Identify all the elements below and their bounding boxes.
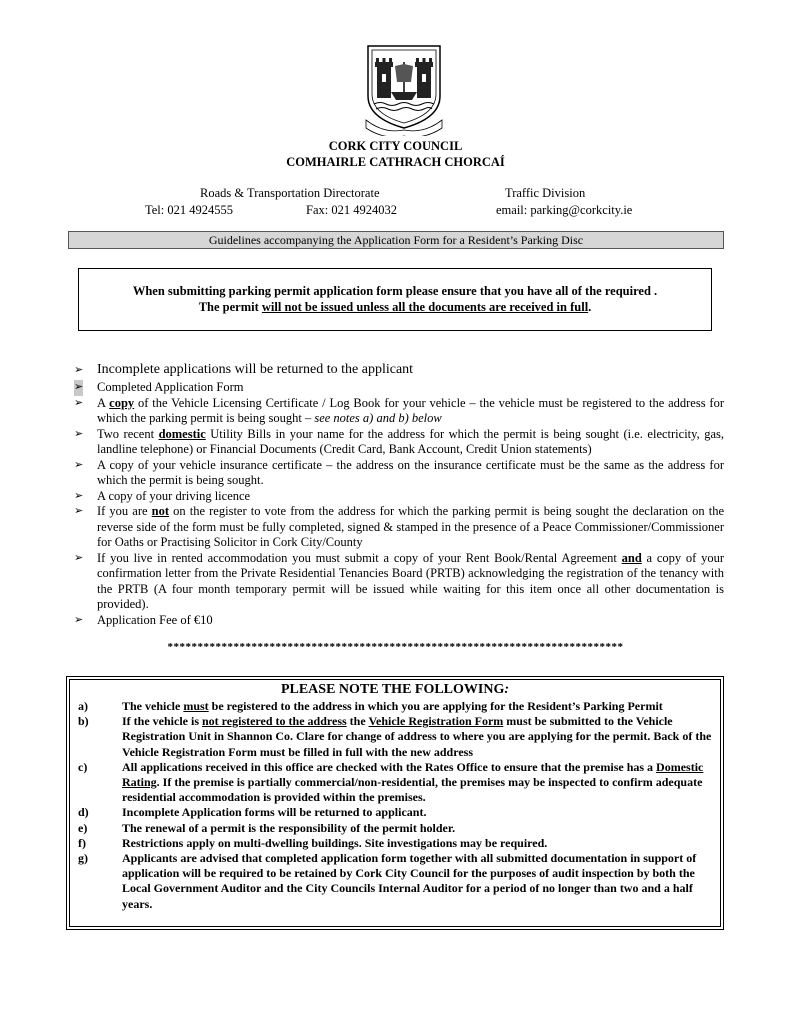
list-item: ➢ Incomplete applications will be returned to the applicant bbox=[74, 362, 414, 377]
telephone-number: Tel: 021 4924555 bbox=[145, 203, 234, 217]
submission-notice-box bbox=[78, 268, 712, 331]
notice-line-2: The permit will not be issued unless all the documents are received in full. bbox=[198, 300, 592, 314]
note-item-a: a) The vehicle must be registered to the address in which you are applying for the Resident’s Parking Permit bbox=[78, 699, 663, 713]
arrow-bullet-icon: ➢ bbox=[74, 427, 84, 440]
please-note-inner-frame bbox=[69, 679, 721, 927]
division-label: Traffic Division bbox=[505, 186, 586, 200]
fax-number: Fax: 021 4924032 bbox=[306, 203, 397, 217]
arrow-bullet-icon: ➢ bbox=[74, 458, 84, 471]
note-item-c: c) All applications received in this office are checked with the Rates Office to ensure that the premise has a Domestic Rating. If the premise is partially commercial/non-residential, the premises may be inspected to confirm adequate residential accommodation is provided within the premises. bbox=[78, 759, 704, 805]
arrow-bullet-icon: ➢ bbox=[74, 505, 84, 517]
list-item: ➢ Application Fee of €10 bbox=[74, 612, 213, 627]
list-item: ➢ A copy of your vehicle insurance certificate – the address on the insurance certificate must be the same as the address for which the permit is being sought. bbox=[74, 457, 724, 487]
notes-list bbox=[78, 699, 712, 912]
note-item-g: g) Applicants are advised that completed application form together with all submitted documentation in support of application will be required to be retained by Cork City Council for the purposes of audit inspection by both the Local Government Auditor and the City Councils Internal Auditor for a period of no longer than two and a half years. bbox=[78, 851, 697, 911]
council-name-irish: COMHAIRLE CATHRACH CHORCAÍ bbox=[286, 155, 505, 169]
notice-line-1: When submitting parking permit application form please ensure that you have all of the required . bbox=[132, 284, 658, 298]
please-note-title: PLEASE NOTE THE FOLLOWING: bbox=[280, 682, 510, 697]
list-item: ➢ A copy of the Vehicle Licensing Certificate / Log Book for your vehicle – the vehicle must be registered to the address for which the parking permit is being sought – see notes a) and b) below bbox=[74, 395, 724, 425]
arrow-bullet-icon: ➢ bbox=[74, 489, 84, 502]
arrow-bullet-icon: ➢ bbox=[74, 613, 84, 626]
list-item: ➢ If you are not on the register to vote from the address for which the parking permit is being sought the declaration on the reverse side of the form must be fully completed, signed & stamped in the presence of a Peace Commissioner/Commissioner for Oaths or Practising Solicitor in Cork City/County bbox=[74, 504, 724, 549]
council-name-english: CORK CITY COUNCIL bbox=[328, 139, 463, 153]
arrow-bullet-icon: ➢ bbox=[74, 380, 83, 396]
asterisk-separator: **************************************************************************** bbox=[167, 641, 624, 653]
arrow-bullet-icon: ➢ bbox=[74, 551, 84, 564]
guidelines-title-bar: Guidelines accompanying the Application Form for a Resident’s Parking Disc bbox=[68, 231, 724, 249]
council-crest-logo bbox=[364, 44, 444, 136]
note-item-e: e) The renewal of a permit is the responsibility of the permit holder. bbox=[78, 820, 456, 835]
list-item: ➢ Two recent domestic Utility Bills in your name for the address for which the permit is being sought (i.e. electricity, gas, landline telephone) or Financial Documents (Credit Card, Bank Account, Credit Union statements) bbox=[74, 426, 724, 456]
list-item: ➢ If you live in rented accommodation you must submit a copy of your Rent Book/Rental Agreement and a copy of your confirmation letter from the Private Residential Tenancies Board (PRTB) acknowledging the registration of the tenancy with the PRTB (A four month temporary permit will be issued while waiting for this item once all other documentation is provided). bbox=[74, 550, 724, 611]
arrow-bullet-icon: ➢ bbox=[74, 396, 84, 409]
note-item-b: b) If the vehicle is not registered to the address the Vehicle Registration Form must be submitted to the Vehicle Registration Unit in Shannon Co. Clare for change of address to where you are applying for the permit. Back of the Vehicle Registration Form must be filled in full with the new address bbox=[78, 714, 712, 759]
directorate-label: Roads & Transportation Directorate bbox=[200, 186, 380, 200]
please-note-box bbox=[66, 676, 724, 930]
note-item-d: d) Incomplete Application forms will be returned to applicant. bbox=[78, 805, 427, 820]
arrow-bullet-icon: ➢ bbox=[74, 364, 84, 376]
list-item: ➢ Completed Application Form bbox=[74, 380, 244, 394]
note-item-f: f) Restrictions apply on multi-dwelling buildings. Site investigations may be required. bbox=[78, 835, 548, 850]
requirements-list bbox=[74, 361, 724, 628]
list-item: ➢ A copy of your driving licence bbox=[74, 488, 251, 503]
email-address[interactable]: email: parking@corkcity.ie bbox=[496, 203, 633, 217]
